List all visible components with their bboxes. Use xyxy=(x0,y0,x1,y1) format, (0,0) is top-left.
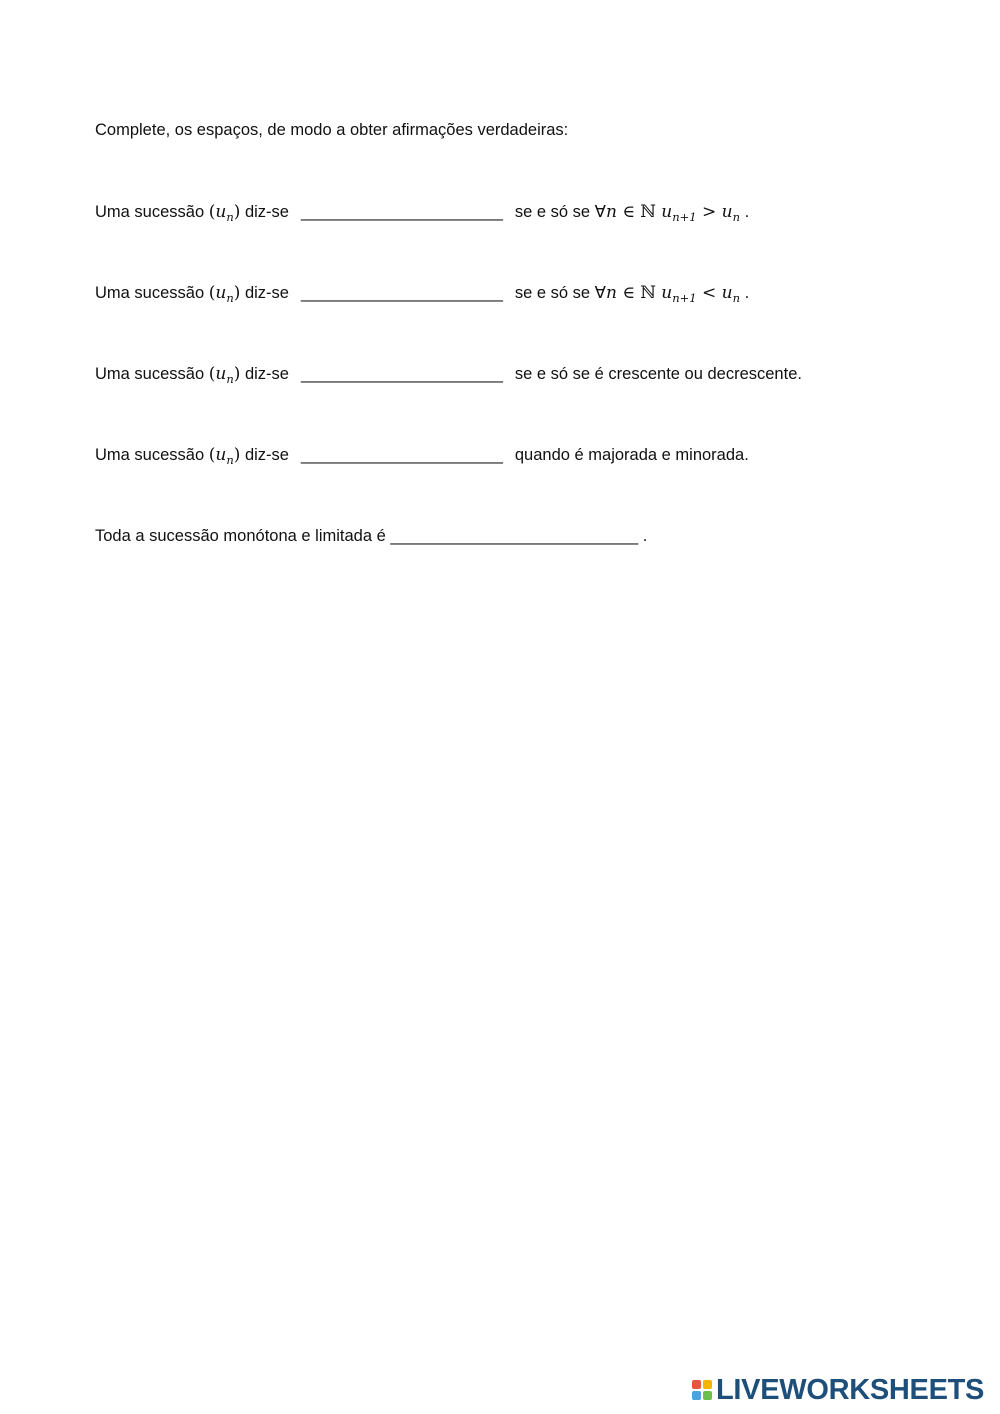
logo-square-1 xyxy=(692,1380,701,1389)
statement-2-condition: n ∈ ℕ $u_{n+1} < u_n$ xyxy=(605,283,741,305)
statement-1-end: . xyxy=(740,203,750,221)
statement-5-prefix: Toda a sucessão monótona e limitada é xyxy=(95,527,391,545)
statement-1-suffix: se e só se ∀ xyxy=(514,203,606,221)
answer-blank-4[interactable]: ______________________ xyxy=(300,446,503,464)
statement-4-diz: diz-se xyxy=(240,446,289,464)
statement-1 xyxy=(95,200,749,224)
answer-blank-1[interactable]: ______________________ xyxy=(300,203,503,221)
statement-5 xyxy=(95,524,647,548)
logo-square-2 xyxy=(703,1380,712,1389)
statement-4-suffix: quando é majorada e minorada. xyxy=(514,446,749,464)
statement-2-end: . xyxy=(740,284,750,302)
statement-2-suffix: se e só se ∀ xyxy=(514,284,606,302)
answer-blank-5[interactable]: ___________________________ xyxy=(390,527,639,545)
statement-4-prefix: Uma sucessão xyxy=(95,446,209,464)
statement-3-diz: diz-se xyxy=(240,365,289,383)
statement-1-condition: n ∈ ℕ $u_{n+1} > u_n$ xyxy=(605,202,741,224)
statement-1-sequence: $(u_n)$ xyxy=(208,202,241,224)
instruction-text: Complete, os espaços, de modo a obter afirmações verdadeiras: xyxy=(95,121,569,139)
answer-blank-3[interactable]: ______________________ xyxy=(300,365,503,383)
statement-2-diz: diz-se xyxy=(240,284,289,302)
statement-4 xyxy=(95,443,749,467)
statement-3-sequence: $(u_n)$ xyxy=(208,364,241,386)
logo-square-3 xyxy=(692,1391,701,1400)
statement-1-diz: diz-se xyxy=(240,203,289,221)
statement-2 xyxy=(95,281,749,305)
statement-3-suffix: se e só se é crescente ou decrescente. xyxy=(514,365,802,383)
liveworksheets-logo-text: LIVEWORKSHEETS xyxy=(716,1373,985,1406)
statement-3-prefix: Uma sucessão xyxy=(95,365,209,383)
liveworksheets-logo-icon xyxy=(692,1380,712,1400)
statement-5-end: . xyxy=(638,527,648,545)
liveworksheets-logo xyxy=(692,1374,984,1406)
statement-1-prefix: Uma sucessão xyxy=(95,203,209,221)
statement-2-prefix: Uma sucessão xyxy=(95,284,209,302)
logo-square-4 xyxy=(703,1391,712,1400)
answer-blank-2[interactable]: ______________________ xyxy=(300,284,503,302)
statement-4-sequence: $(u_n)$ xyxy=(208,445,241,467)
statement-2-sequence: $(u_n)$ xyxy=(208,283,241,305)
statement-3 xyxy=(95,362,802,386)
